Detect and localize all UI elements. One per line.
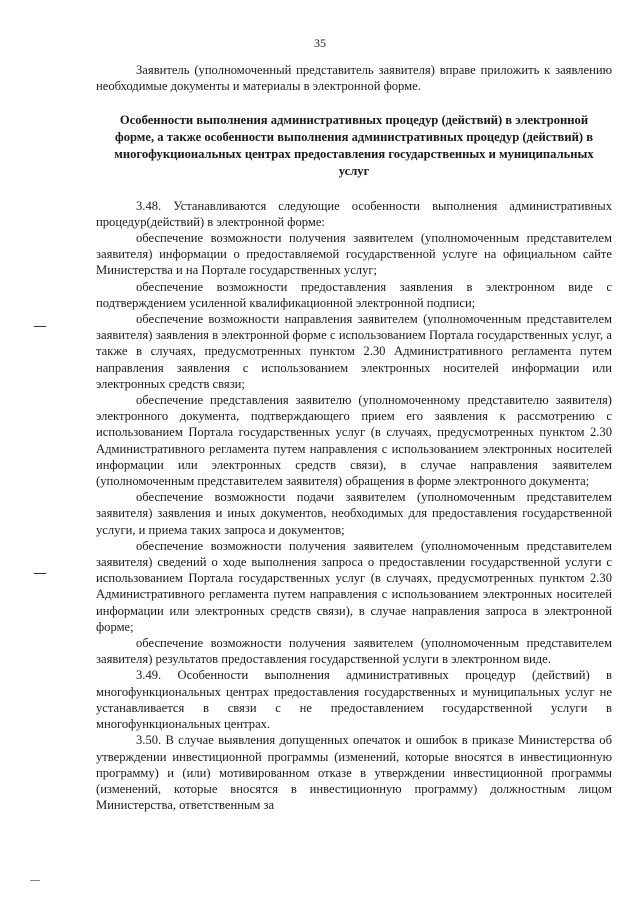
section-heading: Особенности выполнения административных процедур (действий) в электронной форме, а также особенности выполнения административных процедур (действий) в многофукциональных центрах предоставления государственных и муниципальных услуг <box>114 113 594 178</box>
margin-mark <box>30 880 40 881</box>
margin-mark <box>34 326 46 327</box>
document-body <box>96 62 612 813</box>
lead-paragraph: Заявитель (уполномоченный представитель заявителя) вправе приложить к заявлению необходимые документы и материалы в электронной форме. <box>96 63 612 94</box>
paragraph-item: обеспечение представления заявителю (уполномоченному представителю заявителя) электронного документа, подтверждающего прием его заявления к рассмотрению с использованием Портала государственных услуг (в случаях, предусмотренных пунктом 2.30 Административного регламента путем направления с использованием электронных носителей информации или электронных средств связи), в случае направления заявителем (уполномоченным представителем заявителя) обращения в форме электронного документа; <box>96 393 612 489</box>
page-number: 35 <box>314 36 326 50</box>
paragraph-3-49: 3.49. Особенности выполнения административных процедур (действий) в многофункциональных центрах предоставления государственных и муниципальных услуг не устанавливается в связи с не предоставлением государственной услуги в многофункциональных центрах. <box>96 668 612 732</box>
paragraph-item: обеспечение возможности направления заявителем (уполномоченным представителем заявителя) заявления в электронной форме с использованием Портала государственных услуг, а также в случаях, предусмотренных пунктом 2.30 Административного регламента путем направления заявления с использованием электронных носителей информации или электронных средств связи; <box>96 312 612 391</box>
paragraph-item: обеспечение возможности подачи заявителем (уполномоченным представителем заявителя) заявления и иных документов, необходимых для предоставления государственной услуги, и приема таких запроса и документов; <box>96 490 612 537</box>
paragraph-item: обеспечение возможности получения заявителем (уполномоченным представителем заявителя) сведений о ходе выполнения запроса о предоставлении государственной услуги с использованием Портала государственных услуг (в случаях, предусмотренных пунктом 2.30 Административного регламента путем направления с использованием электронных носителей информации или электронных средств связи), в случае направления запроса в электронной форме; <box>96 538 612 634</box>
paragraph-item: обеспечение возможности предоставления заявления в электронном виде с подтверждением усиленной квалификационной электронной подписи; <box>96 279 612 310</box>
paragraph-3-48: 3.48. Устанавливаются следующие особенности выполнения административных процедур(действий) в электронной форме: <box>96 198 612 229</box>
margin-mark <box>34 573 46 574</box>
paragraph-3-50: 3.50. В случае выявления допущенных опечаток и ошибок в приказе Министерства об утверждении инвестиционной программы (изменений, которые вносятся в инвестиционную программу) и (или) мотивированном отказе в утверждении инвестиционной программы (изменений, которые вносятся в инвестиционную программу) должностным лицом Министерства, ответственным за <box>96 733 612 813</box>
paragraph-item: обеспечение возможности получения заявителем (уполномоченным представителем заявителя) информации о предоставляемой государственной услуге на официальном сайте Министерства и на Портале государственных услуг; <box>96 231 612 278</box>
paragraph-item: обеспечение возможности получения заявителем (уполномоченным представителем заявителя) результатов предоставления государственной услуги в электронном виде. <box>96 636 612 667</box>
